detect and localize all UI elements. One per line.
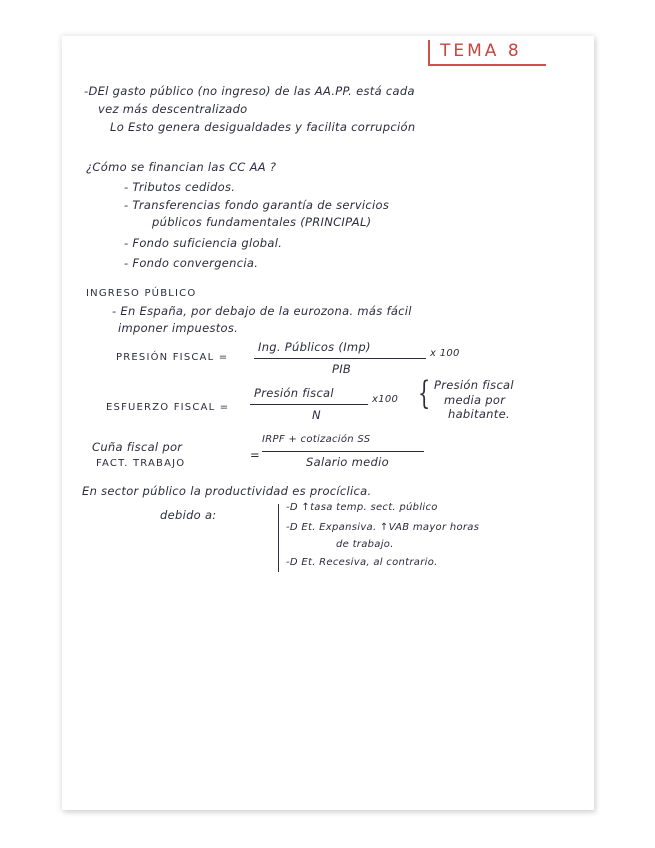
list-item: - Tributos cedidos.: [124, 180, 236, 194]
formula-note: media por: [444, 393, 506, 407]
note-line: - En España, por debajo de la eurozona. más fácil: [112, 304, 412, 318]
formula-equals: =: [250, 448, 260, 462]
list-item: -D Et. Expansiva. ↑VAB mayor horas: [286, 522, 480, 533]
formula-denominator: Salario medio: [306, 455, 389, 469]
formula-numerator: Presión fiscal: [254, 386, 334, 400]
note-line-3: Lo Esto genera desigualdades y facilita corrupción: [110, 120, 416, 134]
section-heading: INGRESO PÚBLICO: [86, 288, 197, 299]
brace: {: [418, 374, 431, 412]
fraction-bar: [250, 404, 368, 405]
formula-label: ESFUERZO FISCAL =: [106, 402, 230, 413]
list-item: - Transferencias fondo garantía de servicios: [124, 198, 390, 212]
formula-multiplier: x 100: [430, 348, 460, 359]
formula-multiplier: x100: [372, 394, 399, 405]
note-line-2: vez más descentralizado: [98, 102, 248, 116]
bracket-line: [278, 504, 279, 572]
note-line: debido a:: [160, 508, 217, 522]
formula-denominator: N: [312, 408, 321, 422]
page-title: TEMA 8: [440, 41, 522, 61]
formula-numerator: Ing. Públicos (Imp): [258, 340, 371, 354]
fraction-bar: [254, 358, 426, 359]
formula-numerator: IRPF + cotización SS: [262, 434, 371, 445]
note-line: En sector público la productividad es procíclica.: [82, 484, 372, 498]
list-item: -D ↑tasa temp. sect. público: [286, 502, 438, 513]
formula-label: FACT. TRABAJO: [96, 458, 186, 469]
note-line-1: -DEl gasto público (no ingreso) de las AA.PP. está cada: [84, 84, 415, 98]
formula-note: Presión fiscal: [434, 378, 514, 392]
formula-denominator: PIB: [332, 362, 352, 376]
list-item: -D Et. Recesiva, al contrario.: [286, 557, 438, 568]
fraction-bar: [262, 451, 424, 452]
list-item-continuation: de trabajo.: [336, 539, 394, 550]
formula-label: Cuña fiscal por: [92, 440, 183, 454]
list-item-continuation: públicos fundamentales (PRINCIPAL): [152, 215, 372, 229]
formula-label: PRESIÓN FISCAL =: [116, 352, 229, 363]
note-line: imponer impuestos.: [118, 321, 239, 335]
list-item: - Fondo suficiencia global.: [124, 236, 283, 250]
question-heading: ¿Cómo se financian las CC AA ?: [86, 160, 277, 174]
formula-note: habitante.: [448, 407, 510, 421]
notebook-page: [62, 36, 594, 810]
list-item: - Fondo convergencia.: [124, 256, 259, 270]
